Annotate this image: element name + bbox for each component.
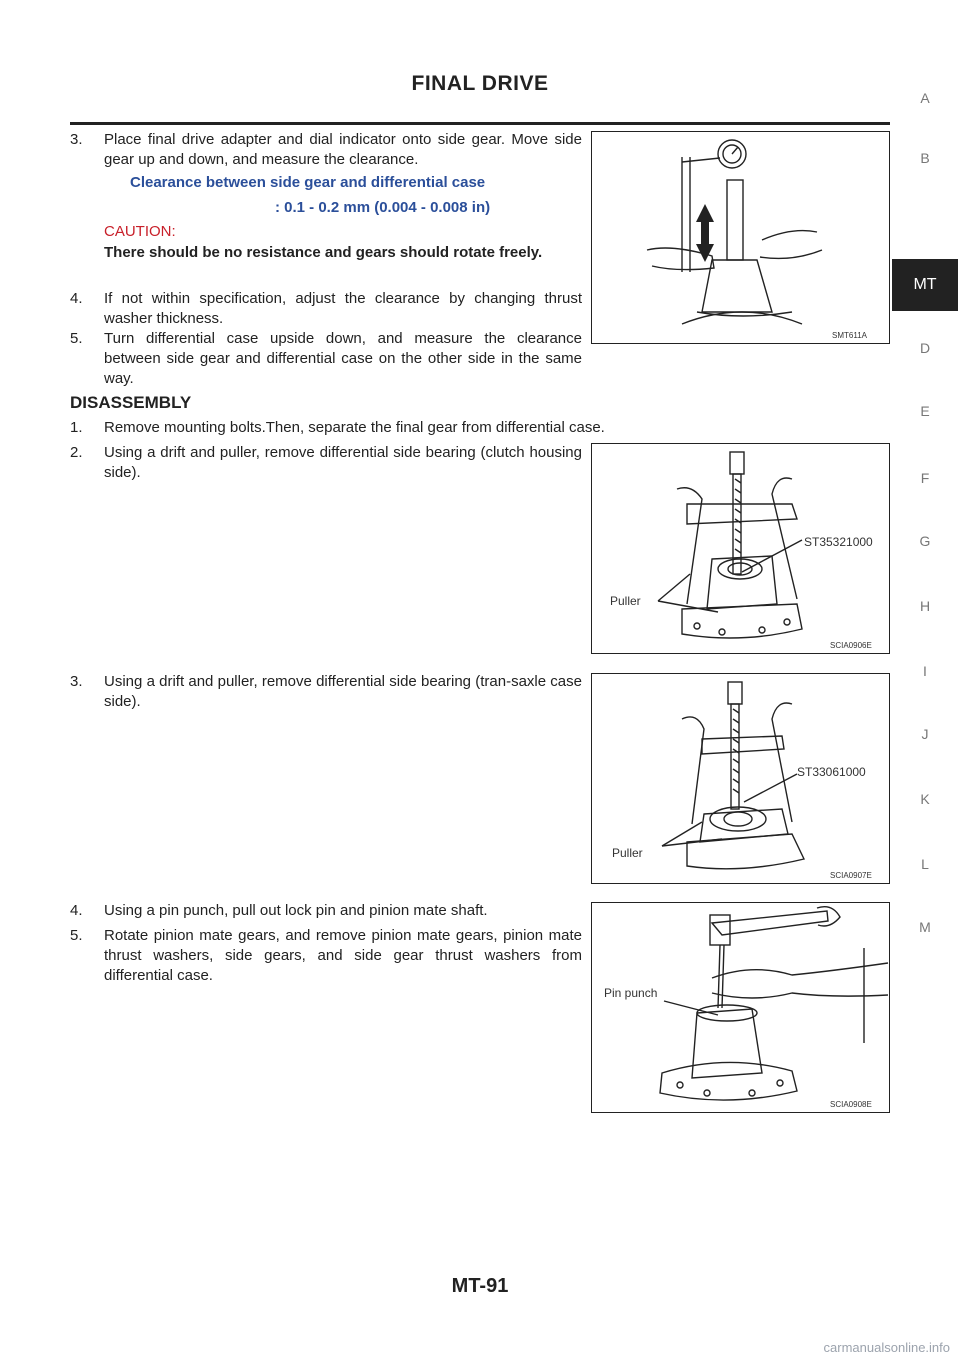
spec-value: : 0.1 - 0.2 mm (0.004 - 0.008 in)	[275, 199, 491, 216]
pin-punch-label: Pin punch	[604, 986, 658, 1000]
step-number: 5.	[70, 927, 83, 944]
step-number: 2.	[70, 444, 83, 461]
header-rule	[70, 122, 890, 125]
step-number: 3.	[70, 673, 83, 690]
section-disassembly: DISASSEMBLY	[70, 393, 192, 412]
step-text: If not within specification, adjust the clearance by changing thrust washer thickness.	[104, 290, 582, 327]
tab-h[interactable]: H	[919, 598, 931, 614]
figure-code: SCIA0906E	[830, 641, 872, 650]
tab-mt[interactable]: MT	[892, 259, 958, 311]
step-text: Place final drive adapter and dial indicator onto side gear. Move side gear up and down, and measure the clearance.	[104, 131, 582, 168]
step-number: 5.	[70, 330, 83, 347]
step-text: Remove mounting bolts.Then, separate the final gear from differential case.	[104, 419, 605, 436]
puller-illustration	[592, 674, 889, 883]
tab-k[interactable]: K	[920, 791, 930, 807]
tab-f[interactable]: F	[920, 470, 930, 486]
step-text: Turn differential case upside down, and measure the clearance between side gear and differential case on the other side in the same way.	[104, 330, 582, 387]
step-number: 3.	[70, 131, 83, 148]
figure-code: SMT611A	[832, 331, 867, 340]
puller-label: Puller	[612, 846, 643, 860]
step-text: Using a drift and puller, remove differential side bearing (tran-saxle case side).	[104, 673, 582, 710]
tab-a[interactable]: A	[920, 90, 930, 106]
step-text: Using a drift and puller, remove differential side bearing (clutch housing side).	[104, 444, 582, 481]
step-number: 4.	[70, 902, 83, 919]
dial-indicator-illustration	[592, 132, 889, 343]
caution-text: There should be no resistance and gears should rotate freely.	[104, 244, 543, 261]
tab-g[interactable]: G	[919, 533, 931, 549]
figure-bearing-puller-clutch	[591, 443, 890, 654]
tab-l[interactable]: L	[921, 856, 929, 872]
figure-code: SCIA0908E	[830, 1100, 872, 1109]
page-number: MT-91	[451, 1275, 509, 1297]
tab-i[interactable]: I	[923, 663, 927, 679]
pin-punch-illustration	[592, 903, 889, 1112]
figure-code: SCIA0907E	[830, 871, 872, 880]
caution-heading: CAUTION:	[104, 223, 176, 240]
figure-pin-punch	[591, 902, 890, 1113]
tab-j[interactable]: J	[921, 726, 929, 742]
tab-m[interactable]: M	[919, 919, 931, 935]
spec-label: Clearance between side gear and differential case	[130, 174, 486, 191]
page-title: FINAL DRIVE	[411, 72, 549, 95]
puller-illustration	[592, 444, 889, 653]
figure-bearing-puller-transaxle	[591, 673, 890, 884]
tab-d[interactable]: D	[919, 340, 931, 356]
tool-label: ST33061000	[797, 765, 866, 779]
tab-b[interactable]: B	[920, 150, 930, 166]
step-number: 4.	[70, 290, 83, 307]
step-number: 1.	[70, 419, 83, 436]
step-text: Rotate pinion mate gears, and remove pinion mate gears, pinion mate thrust washers, side gears, and side gear thrust washers from differential case.	[104, 927, 582, 984]
tab-e[interactable]: E	[920, 403, 930, 419]
tool-label: ST35321000	[804, 535, 873, 549]
figure-dial-indicator	[591, 131, 890, 344]
puller-label: Puller	[610, 594, 641, 608]
step-text: Using a pin punch, pull out lock pin and pinion mate shaft.	[104, 902, 488, 919]
watermark: carmanualsonline.info	[823, 1340, 950, 1355]
